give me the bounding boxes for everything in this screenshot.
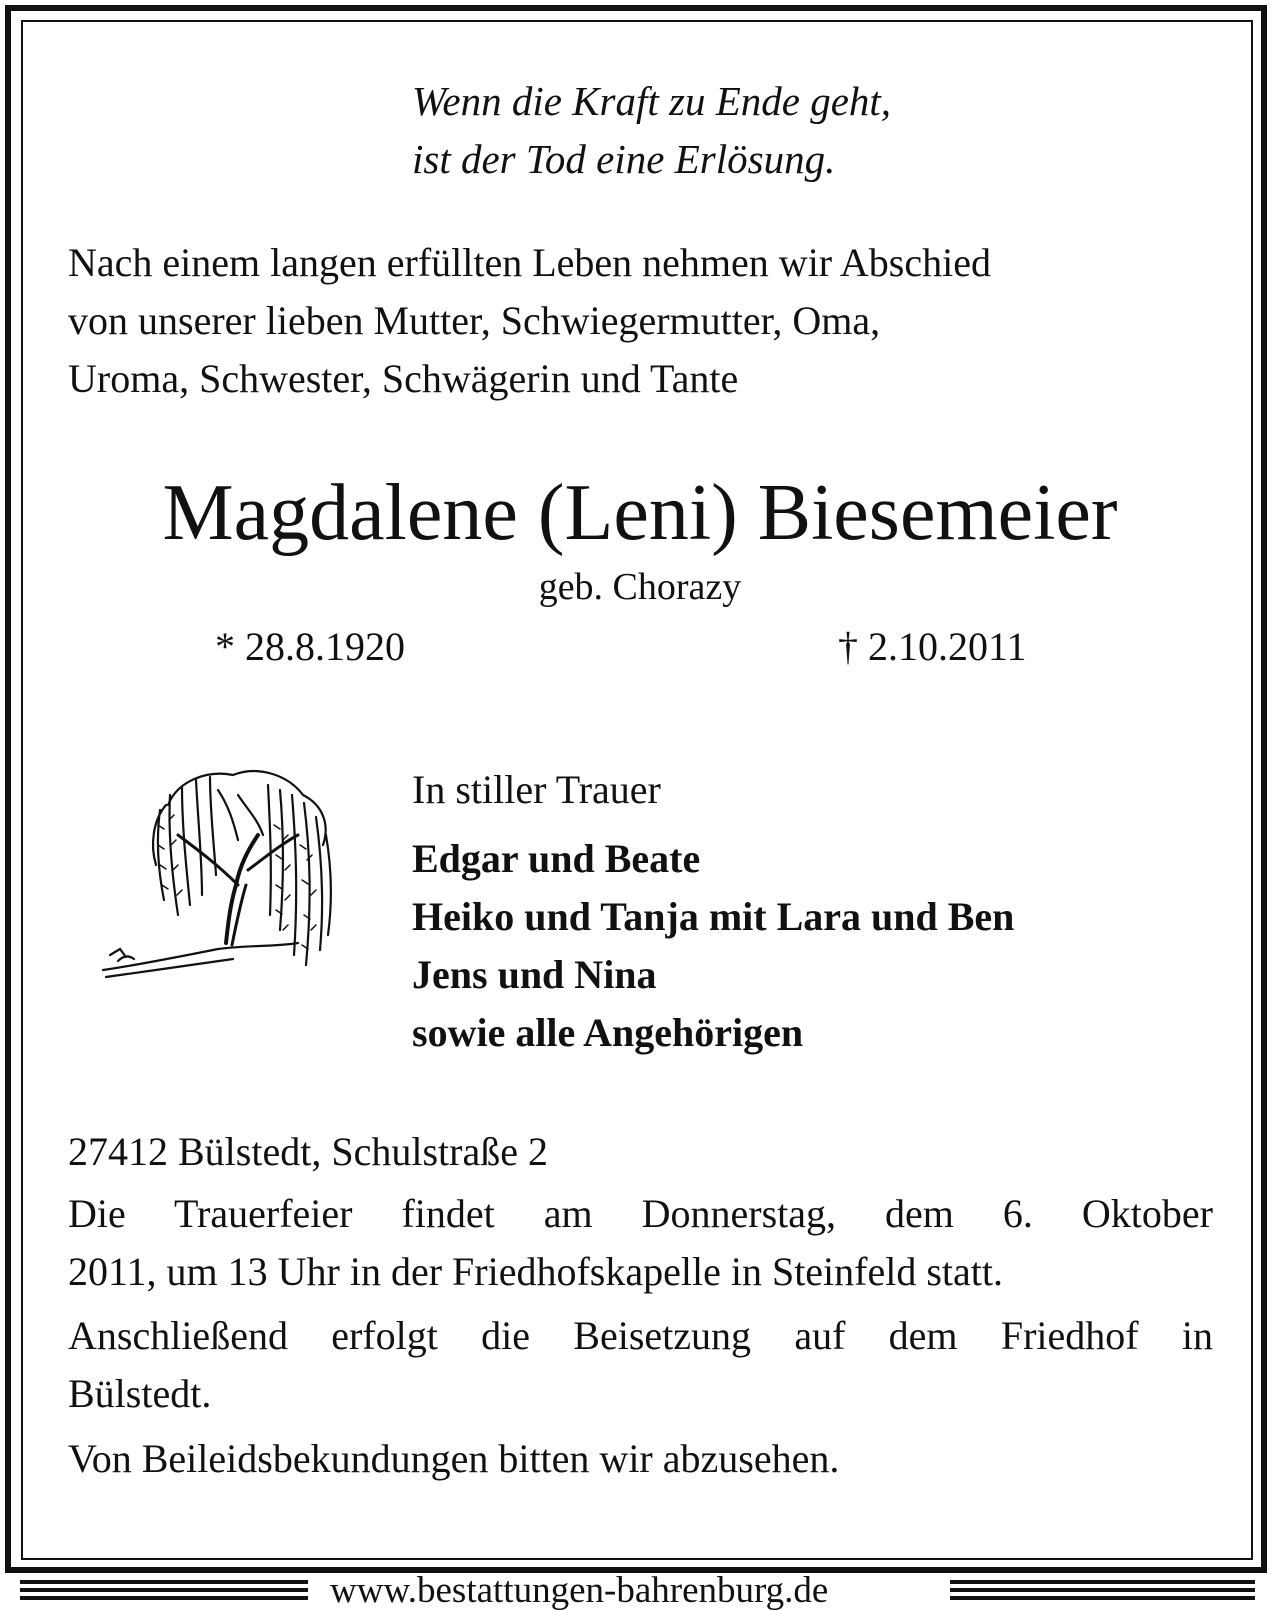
birth-date: * 28.8.1920 xyxy=(215,624,405,669)
footer xyxy=(0,1572,1280,1610)
motto-quote xyxy=(412,72,891,188)
intro-line-1: Nach einem langen erfüllten Leben nehmen wir Abschied xyxy=(68,240,991,285)
footer-rule-left xyxy=(20,1580,308,1600)
mourner-line: sowie alle Angehörigen xyxy=(412,1010,804,1055)
burial-line-1: Anschließend erfolgt die Beisetzung auf dem Friedhof in xyxy=(68,1313,1213,1358)
intro-line-3: Uroma, Schwester, Schwägerin und Tante xyxy=(68,356,739,401)
mourner-line: Edgar und Beate xyxy=(412,836,701,881)
burial-line-2: Bülstedt. xyxy=(68,1371,212,1416)
motto-line-2: ist der Tod eine Erlösung. xyxy=(412,136,836,182)
address: 27412 Bülstedt, Schulstraße 2 xyxy=(68,1129,548,1174)
intro-text xyxy=(68,234,1213,408)
willow-tree-icon xyxy=(98,765,348,1010)
mourner-line: Jens und Nina xyxy=(412,952,657,997)
service-line-2: 2011, um 13 Uhr in der Friedhofskapelle in Steinfeld statt. xyxy=(68,1249,1004,1294)
service-line-1: Die Trauerfeier findet am Donnerstag, dem 6. Oktober xyxy=(68,1191,1213,1236)
service-info xyxy=(68,1185,1213,1301)
mourners-list xyxy=(412,830,1014,1062)
deceased-name: Magdalene (Leni) Biesemeier xyxy=(162,469,1118,557)
mourning-label: In stiller Trauer xyxy=(412,767,661,812)
death-date: † 2.10.2011 xyxy=(838,624,1027,669)
maiden-name: geb. Chorazy xyxy=(538,566,742,608)
condolence-note: Von Beileidsbekundungen bitten wir abzusehen. xyxy=(68,1436,840,1481)
burial-info xyxy=(68,1307,1213,1423)
mourner-line: Heiko und Tanja mit Lara und Ben xyxy=(412,894,1015,939)
intro-line-2: von unserer lieben Mutter, Schwiegermutter, Oma, xyxy=(68,298,881,343)
footer-url: www.bestattungen-bahrenburg.de xyxy=(330,1570,829,1611)
motto-line-1: Wenn die Kraft zu Ende geht, xyxy=(412,78,892,124)
footer-rule-right xyxy=(950,1580,1255,1600)
